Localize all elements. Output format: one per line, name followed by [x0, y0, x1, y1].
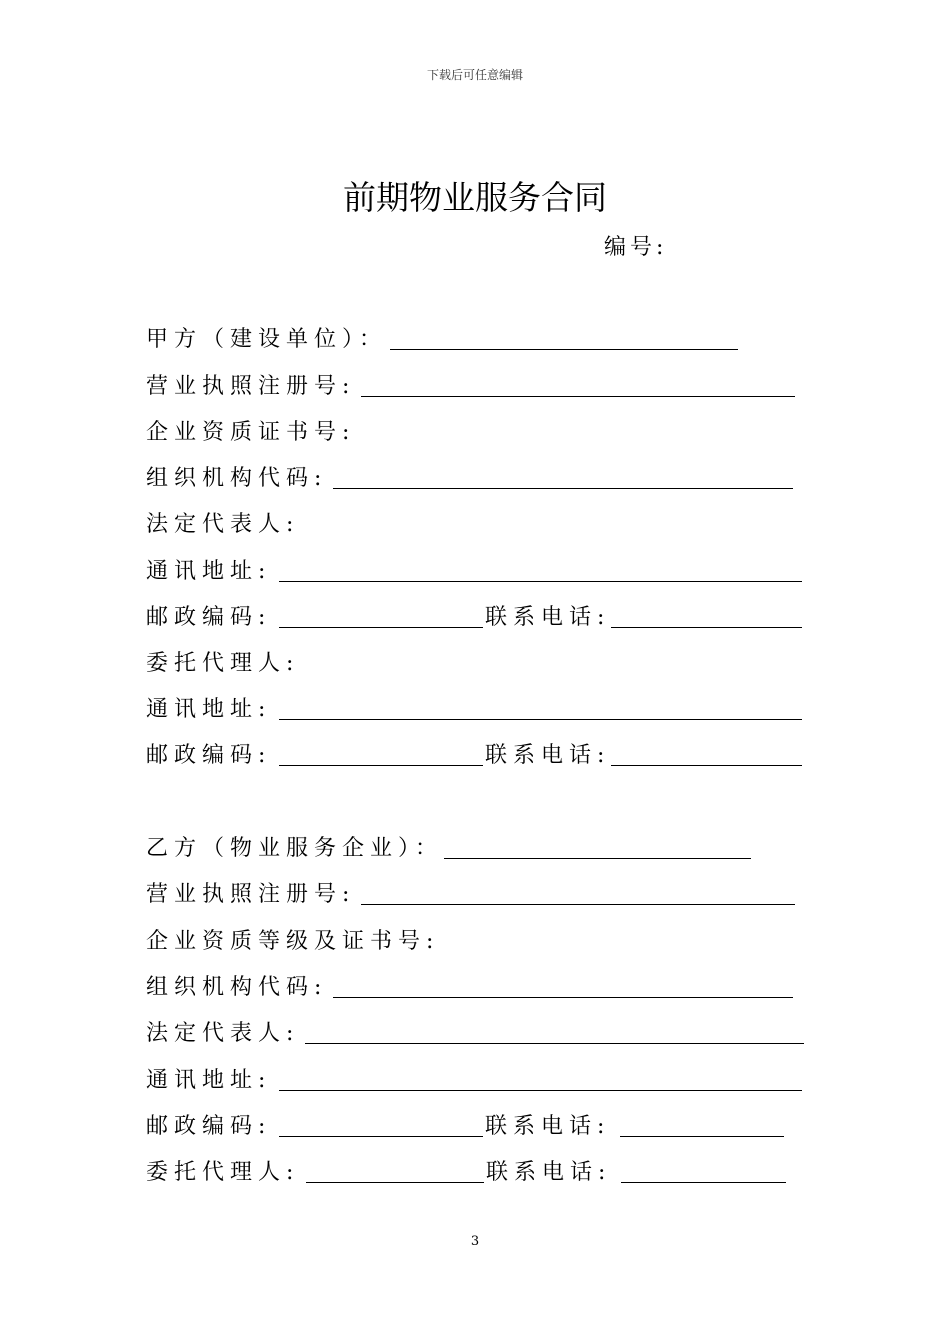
page-number: 3 [470, 1234, 480, 1249]
party-b-postcode-blank[interactable] [279, 1136, 483, 1137]
party-b-agent-blank[interactable] [306, 1182, 484, 1183]
party-b-address-label: 通讯地址: [146, 1068, 272, 1093]
party-a-address-label: 通讯地址: [146, 559, 272, 584]
party-a-heading: 甲方（建设单位）： [146, 327, 388, 352]
party-a-phone-blank[interactable] [611, 627, 802, 628]
party-b-agent-phone-blank[interactable] [621, 1182, 786, 1183]
party-a-agent-phone-label: 联系电话: [485, 743, 611, 768]
party-b-agent-phone-label: 联系电话: [486, 1160, 612, 1185]
party-a-license-label: 营业执照注册号: [146, 374, 356, 399]
party-b-phone-label: 联系电话: [485, 1114, 611, 1139]
party-a-address-blank[interactable] [279, 581, 802, 582]
party-b-qualification-label: 企业资质等级及证书号: [146, 929, 440, 954]
party-b-name-blank[interactable] [444, 858, 751, 859]
serial-number-label: 编号: [604, 235, 668, 260]
party-a-agent-postcode-label: 邮政编码: [146, 743, 272, 768]
party-a-agent-label: 委托代理人: [146, 651, 300, 676]
party-b-postcode-label: 邮政编码: [146, 1114, 272, 1139]
party-a-org-code-label: 组织机构代码: [146, 466, 328, 491]
party-a-qualification-label: 企业资质证书号: [146, 420, 356, 445]
header-note: 下载后可任意编辑 [426, 68, 523, 82]
party-b-phone-blank[interactable] [620, 1136, 784, 1137]
party-a-agent-address-blank[interactable] [279, 719, 802, 720]
party-a-agent-phone-blank[interactable] [611, 765, 802, 766]
party-b-legal-rep-label: 法定代表人: [146, 1021, 300, 1046]
party-a-phone-label: 联系电话: [485, 605, 611, 630]
party-a-org-code-blank[interactable] [333, 488, 793, 489]
document-title: 前期物业服务合同 [343, 178, 607, 217]
party-b-license-blank[interactable] [361, 904, 795, 905]
party-b-legal-rep-blank[interactable] [305, 1043, 804, 1044]
party-a-agent-postcode-blank[interactable] [279, 765, 483, 766]
party-b-org-code-blank[interactable] [333, 997, 793, 998]
party-a-name-blank[interactable] [390, 349, 738, 350]
party-b-license-label: 营业执照注册号: [146, 882, 356, 907]
party-b-agent-label: 委托代理人: [146, 1160, 300, 1185]
party-a-postcode-label: 邮政编码: [146, 605, 272, 630]
party-a-legal-rep-label: 法定代表人: [146, 512, 300, 537]
party-a-postcode-blank[interactable] [279, 627, 483, 628]
party-b-address-blank[interactable] [279, 1090, 802, 1091]
party-b-org-code-label: 组织机构代码: [146, 975, 328, 1000]
party-a-license-blank[interactable] [361, 396, 795, 397]
party-a-agent-address-label: 通讯地址: [146, 697, 272, 722]
party-b-heading: 乙方（物业服务企业）： [146, 836, 444, 861]
